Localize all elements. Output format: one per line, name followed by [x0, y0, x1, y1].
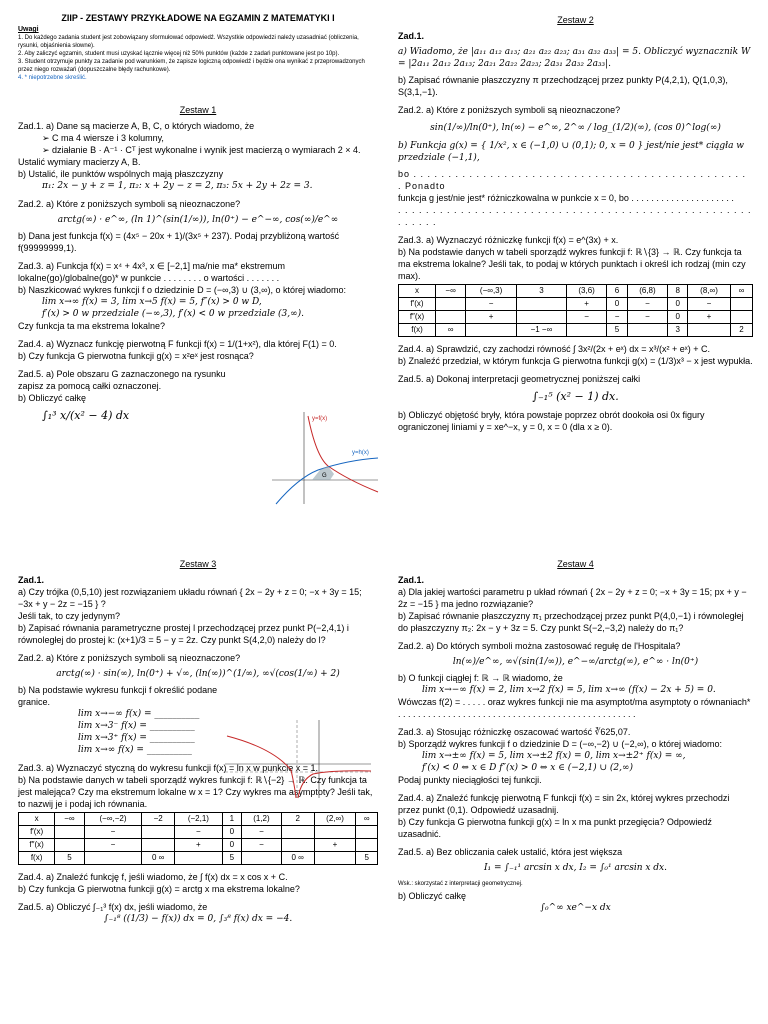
z3-zad5-b: ∫₋₁⁸ ((1/3) − f(x)) dx = 0, ∫₃⁸ f(x) dx = −4. [103, 914, 293, 924]
table-cell [175, 852, 223, 865]
table-cell: x [399, 285, 436, 298]
table-cell [436, 311, 466, 324]
table-cell: f″(x) [399, 311, 436, 324]
table-cell [517, 311, 567, 324]
z4-zad1 [398, 574, 753, 634]
z1-zad3-a [18, 260, 378, 284]
z4-zad5-integral: ∫₀^∞ xe^−x dx [540, 903, 611, 913]
table-cell: − [175, 826, 223, 839]
table-cell [281, 839, 314, 852]
table-cell: 1 [222, 813, 241, 826]
z3-graph [223, 718, 373, 800]
z1-zad1-planes: π₁: 2x − y + z = 1, π₂: x + 2y − z = 2, π₃: 5x + 2y + 2z = 3. [42, 181, 313, 191]
table-cell: 0 [607, 298, 627, 311]
table-cell [242, 852, 282, 865]
z2-zad5-a: Zad.5. a) Dokonaj interpretacji geometrycznej poniższej całki [398, 374, 641, 384]
table-row [19, 852, 378, 865]
z1-zad1-bullet1: ➢ C ma 4 wiersze i 3 kolumny, [42, 133, 164, 143]
z4-zad5-hint: Wsk.: skorzystać z interpretacji geometrycznej. [398, 881, 523, 887]
z4-zad3-b: b) Sporządź wykres funkcji f o dziedzinie D = (−∞,−2) ∪ (−2,∞), o której wiadomo: [398, 739, 723, 749]
z1-graph-label-f: y=f(x) [312, 416, 328, 422]
z4-zad3-limits: lim x→±∞ f(x) = 5, lim x→±2 f(x) = 0, lim x→±2⁺ f(x) = ∞, [422, 751, 686, 761]
z3-zad1-heading: Zad.1. [18, 575, 45, 585]
table-cell: 3 [668, 324, 688, 337]
zestaw-3-title: Zestaw 3 [179, 559, 217, 569]
table-cell [314, 826, 356, 839]
table-cell: (2,∞) [314, 813, 356, 826]
table-cell [55, 826, 84, 839]
table-cell [84, 852, 142, 865]
table-cell: 0 [668, 298, 688, 311]
z1-zad3-e: Czy funkcja ta ma ekstrema lokalne? [18, 321, 166, 331]
table-cell [436, 298, 466, 311]
z1-zad5-b: b) Obliczyć całkę [18, 393, 87, 403]
table-cell: − [627, 311, 668, 324]
table-cell: (−2,1) [175, 813, 223, 826]
z2-zad2-c: b) Funkcja g(x) = { 1/x², x ∈ (−1,0) ∪ (0,1); 0, x = 0 } jest/nie jest* ciągła w przedziale (−1,1), [398, 141, 744, 163]
table-cell: −1 −∞ [517, 324, 567, 337]
z3-graph-right-branch [298, 771, 371, 798]
table-cell [566, 324, 607, 337]
z4-zad3 [398, 726, 753, 786]
z1-graph-label-h: y=h(x) [352, 450, 369, 456]
z1-zad1-a: Zad.1. a) Dane są macierze A, B, C, o których wiadomo, że [18, 121, 255, 131]
z3-zad5-a: Zad.5. a) Obliczyć ∫₋₁³ f(x) dx, jeśli wiadomo, że [18, 902, 208, 912]
table-cell: f(x) [399, 324, 436, 337]
table-cell [356, 826, 378, 839]
z2-zad4-b: b) Znaleźć przedział, w którym funkcja G pierwotna funkcji g(x) = (1/3)x³ − x jest wypukła. [398, 356, 753, 366]
table-row [399, 311, 753, 324]
table-cell: 0 [222, 839, 241, 852]
z2-zad2-symbols: sin(1/∞)/ln(0⁺), ln(∞) − e^∞, 2^∞ / log_(1/2)(∞), (cos 0)^log(∞) [430, 123, 721, 133]
z1-zad1-bullet2: ➢ działanie B · A⁻¹ · Cᵀ jest wykonalne i wynik jest macierzą o wymiarach 2 × 4. [42, 145, 361, 155]
z3-table-header [19, 813, 378, 826]
z3-lim-2: lim x→3⁻ f(x) = __________ [78, 721, 195, 731]
z3-lim-4: lim x→∞ f(x) = __________ [78, 745, 192, 755]
note-3: 3. Student otrzymuje punkty za zadanie pod warunkiem, że zapisze logiczną odpowiedź i będzie ona wynikać z przeprowadzonych przez niego rozważań (dopuszczalne błędy rachunkowe). [18, 59, 365, 73]
table-cell: f′(x) [19, 826, 55, 839]
z1-zad4 [18, 338, 378, 362]
z3-zad2-c: b) Na podstawie wykresu funkcji f określić podane granice. [18, 685, 218, 707]
table-cell: −∞ [55, 813, 84, 826]
z4-zad3-derivs: f′(x) < 0 ⇔ x ∈ D f″(x) > 0 ⇔ x ∈ (−2,1) ∪ (2,∞) [422, 763, 634, 773]
table-cell: (6,8) [627, 285, 668, 298]
zestaw-1 [18, 98, 378, 428]
right-column [398, 0, 753, 1024]
table-row [19, 839, 378, 852]
z2-zad4-a: Zad.4. a) Sprawdzić, czy zachodzi równość ∫ 3x²/(2x + eˣ) dx = x³/(x² + eˣ) + C. [398, 344, 710, 354]
table-cell: f(x) [19, 852, 55, 865]
z3-zad2-symbols: arctg(∞) · sin(∞), ln(0⁺) + √∞, (ln(∞))^(1/∞), ∞√(cos(1/∞) + 2) [56, 669, 340, 679]
table-cell [356, 839, 378, 852]
table-row [19, 826, 378, 839]
z2-zad3-a: Zad.3. a) Wyznaczyć różniczkę funkcji f(x) = e^(3x) + x. [398, 235, 619, 245]
z2-zad2-a: Zad.2. a) Które z poniższych symboli są nieoznaczone? [398, 105, 621, 115]
z1-zad1-d: b) Ustalić, ile punktów wspólnych mają płaszczyzny [18, 169, 224, 179]
zestaw-4-title: Zestaw 4 [557, 559, 594, 569]
zestaw-2-title: Zestaw 2 [557, 15, 594, 25]
table-cell: + [466, 311, 517, 324]
table-cell: − [84, 826, 142, 839]
table-cell [466, 324, 517, 337]
z3-sign-table [18, 812, 378, 865]
z3-zad4-a: Zad.4. a) Znaleźć funkcję f, jeśli wiadomo, że ∫ f(x) dx = x cos x + C. [18, 872, 288, 882]
note-1: 1. Do każdego zadania student jest zobowiązany sformułować odpowiedź. Wszystkie odpowiedzi należy uzasadniać (obliczenia, rysunki, objaśnienia słowne). [18, 35, 359, 49]
table-cell: 5 [607, 324, 627, 337]
z3-zad5 [18, 901, 378, 925]
table-cell: − [466, 298, 517, 311]
table-cell: 0 ∞ [281, 852, 314, 865]
z4-zad2 [398, 640, 753, 720]
table-cell: 5 [222, 852, 241, 865]
z3-zad1-b: a) Czy trójka (0,5,10) jest rozwiązaniem układu równań { 2x − 2y + z = 0; −x + 3y = 15; −3x + y − 2z = −15 } ? [18, 587, 362, 609]
table-cell: (1,2) [242, 813, 282, 826]
table-cell: 0 ∞ [142, 852, 175, 865]
table-row [399, 298, 753, 311]
z1-zad3-b: b) Naszkicować wykres funkcji f o dziedzinie D = (−∞,3) ∪ (3,∞), o której wiadomo: [18, 285, 347, 295]
z1-zad4-b: b) Czy funkcja G pierwotna funkcji g(x) = x²eˣ jest rosnąca? [18, 351, 254, 361]
table-cell [627, 324, 668, 337]
z2-zad3-b: b) Na podstawie danych w tabeli sporządź wykres funkcji f: ℝ∖{3} → ℝ. Czy funkcja ta ma ekstrema lokalne? Jeśli tak, to podaj w których punktach i określ ich rodzaj (min czy max). [398, 247, 746, 281]
table-cell: 2 [730, 324, 752, 337]
table-cell: ∞ [356, 813, 378, 826]
zestaw-2 [398, 8, 753, 439]
z1-zad3-a-text: Zad.3. a) Funkcja f(x) = x⁴ + 4x³, x ∈ [−2,1] ma/nie ma* ekstremum lokalne(go)/globalne(go)* w punkcie . . . . . . . . o wartości . . . . . . . [18, 261, 286, 283]
table-cell [730, 311, 752, 324]
z4-zad1-c: b) Zapisać równanie płaszczyzny π₁ przechodzącej przez punkt P(4,0,−1) i równoległej do płaszczyzny π₂: 2x − y + 3z = 5. Czy punkt S(−2,−3,2) należy do π₁? [398, 611, 744, 633]
z3-zad3-b: b) Na podstawie danych w tabeli sporządź wykres funkcji f: ℝ∖{−2} → ℝ. Czy funkcja ta jest malejąca? Czy ma ekstremum lokalne w x = 1? Czy wykres ma asymptoty? Jeśli tak, to nazwij je i podaj ich równania. [18, 775, 373, 809]
table-cell: + [314, 839, 356, 852]
table-cell: 2 [281, 813, 314, 826]
z1-zad1-c: Ustalić wymiary macierzy A, B. [18, 157, 141, 167]
z2-table-header [399, 285, 753, 298]
z1-zad5 [18, 368, 243, 422]
table-cell: − [607, 311, 627, 324]
table-cell: ∞ [436, 324, 466, 337]
table-cell: − [242, 839, 282, 852]
z1-zad2 [18, 198, 378, 254]
table-cell: (3,6) [566, 285, 607, 298]
z4-zad4-a: Zad.4. a) Znaleźć funkcję pierwotną F funkcji f(x) = sin 2x, której wykres przechodzi przez punkt (0,1). Odpowiedź uzasadnij. [398, 793, 730, 815]
table-cell: −2 [142, 813, 175, 826]
z2-zad4 [398, 343, 753, 367]
notes-heading: Uwagi [18, 26, 39, 33]
z4-zad4-b: b) Czy funkcja G pierwotna funkcji g(x) = ln x ma punkt przegięcia? Odpowiedź uzasadnić. [398, 817, 712, 839]
z3-zad4 [18, 871, 378, 895]
table-cell [688, 324, 731, 337]
z2-zad5 [398, 373, 753, 433]
z2-zad1 [398, 30, 753, 98]
z1-zad2-b: b) Dana jest funkcja f(x) = (4x⁵ − 20x + 1)/(3x⁵ + 237). Podaj przybliżoną wartość f(99999999,1). [18, 231, 340, 253]
table-cell: − [84, 839, 142, 852]
z4-zad3-e: Podaj punkty nieciągłości tej funkcji. [398, 775, 542, 785]
table-cell: −∞ [436, 285, 466, 298]
z3-zad4-b: b) Czy funkcja G pierwotna funkcji g(x) = arctg x ma ekstrema lokalne? [18, 884, 300, 894]
z3-zad1-d: b) Zapisać równania parametryczne prostej l przechodzącej przez punkt P(−2,4,1) i równoległej do prostej k: (x+1)/3 = 5 − y = 2z. Czy punkt S(4,2,0) należy do l? [18, 623, 349, 645]
z2-zad1-b: a) Wiadomo, że |a₁₁ a₁₂ a₁₃; a₂₁ a₂₂ a₂₃; a₃₁ a₃₂ a₃₃| = 5. Obliczyć wyznacznik W = |2a₁₁ 2a₁₂ 2a₁₃; 2a₂₁ 2a₂₂ 2a₂₃; 2a₃₁ 2a₃₂ 2a₃₃|. [398, 47, 751, 69]
table-cell: (−∞,3) [466, 285, 517, 298]
table-cell: + [566, 298, 607, 311]
table-cell: (8,∞) [688, 285, 731, 298]
table-cell: 6 [607, 285, 627, 298]
z4-zad5 [398, 846, 753, 914]
z1-zad1 [18, 120, 378, 192]
table-cell [142, 839, 175, 852]
table-cell: f″(x) [19, 839, 55, 852]
z3-zad3-a: Zad.3. a) Wyznaczyć styczną do wykresu funkcji f(x) = ln x w punkcie x = 1. [18, 763, 319, 773]
z4-zad5-a: Zad.5. a) Bez obliczania całek ustalić, która jest większa [398, 847, 623, 857]
z2-sign-table [398, 284, 753, 337]
z4-zad1-b: a) Dla jakiej wartości parametru p układ równań { 2x − 2y + z = 0; −x + 3y = 15; px + y − 2z = −15 } ma jedno rozwiązanie? [398, 587, 747, 609]
note-4: 4. * niepotrzebne skreślić. [18, 75, 87, 81]
z4-zad2-e: Wówczas f(2) = . . . . . oraz wykres funkcji nie ma asymptot/ma asymptoty o równaniach* . . . . . . . . . . . . . . . . . . . . . . . . . . . . . . . . . . . . . . . . . . . . . . . . [398, 697, 751, 719]
zestaw-1-title: Zestaw 1 [179, 105, 217, 115]
z4-zad4 [398, 792, 753, 840]
z4-zad1-heading: Zad.1. [398, 575, 425, 585]
z1-zad2-symbols: arctg(∞) · e^∞, (ln 1)^(sin(1/∞)), ln(0⁺) − e^−∞, cos(∞)/e^∞ [57, 215, 339, 225]
z2-zad3 [398, 234, 753, 337]
table-cell: f′(x) [399, 298, 436, 311]
z2-zad5-integral: ∫₋₁⁵ (x² − 1) dx. [532, 390, 619, 403]
table-row [399, 324, 753, 337]
z1-zad5-a: Zad.5. a) Pole obszaru G zaznaczonego na rysunku zapisz za pomocą całki oznaczonej. [18, 369, 226, 391]
zestaw-4 [398, 552, 753, 920]
table-cell: 3 [517, 285, 567, 298]
table-cell: 8 [668, 285, 688, 298]
z4-zad2-c: b) O funkcji ciągłej f: ℝ → ℝ wiadomo, że [398, 673, 563, 683]
z3-zad2-a: Zad.2. a) Które z poniższych symboli są nieoznaczone? [18, 653, 241, 663]
table-cell: (−∞,−2) [84, 813, 142, 826]
z1-zad4-a: Zad.4. a) Wyznacz funkcję pierwotną F funkcji f(x) = 1/(1+x²), dla której F(1) = 0. [18, 339, 337, 349]
page-title: ZIIP - ZESTAWY PRZYKŁADOWE NA EGZAMIN Z MATEMATYKI I [61, 13, 335, 23]
z4-zad5-b: I₁ = ∫₋₁¹ arcsin x dx, I₂ = ∫₀¹ arcsin x dx. [484, 863, 667, 873]
z2-zad1-c: b) Zapisać równanie płaszczyzny π przechodzącej przez punkty P(4,2,1), Q(1,0,3), S(3,1,−1). [398, 75, 728, 97]
left-column [18, 0, 378, 1024]
z2-zad2-d: bo . . . . . . . . . . . . . . . . . . . . . . . . . . . . . . . . . . . . . . . . . . . . . . . . . Ponadto [398, 169, 747, 191]
table-cell: ∞ [730, 285, 752, 298]
table-cell [142, 826, 175, 839]
z1-zad5-integral: ∫₁³ x/(x² − 4) dx [42, 409, 130, 422]
z3-lim-1: lim x→−∞ f(x) = __________ [78, 709, 200, 719]
z1-zad2-a: Zad.2. a) Które z poniższych symboli są nieoznaczone? [18, 199, 241, 209]
table-cell: 5 [55, 852, 84, 865]
z2-zad2-e: funkcja g jest/nie jest* różniczkowalna w punkcie x = 0, bo . . . . . . . . . . . . . . . . . . . . . [398, 193, 734, 203]
z1-zad3-derivs: f′(x) > 0 w przedziale (−∞,3), f′(x) < 0 w przedziale (3,∞). [42, 309, 304, 319]
note-2: 2. Aby zaliczyć egzamin, student musi uzyskać łącznie więcej niż 50% punktów (każde z zadań punktowane jest po 10p). [18, 51, 340, 57]
z2-zad2-f: . . . . . . . . . . . . . . . . . . . . . . . . . . . . . . . . . . . . . . . . . . . . . . . . . . . . . . . . . [398, 205, 752, 227]
table-cell: + [688, 311, 731, 324]
table-cell: − [242, 826, 282, 839]
z4-zad5-c: b) Obliczyć całkę [398, 891, 467, 901]
z3-lim-3: lim x→3⁺ f(x) = __________ [78, 733, 195, 743]
table-cell: x [19, 813, 55, 826]
table-cell: 0 [668, 311, 688, 324]
table-cell: 5 [356, 852, 378, 865]
table-cell: − [566, 311, 607, 324]
z4-zad2-symbols: ln(∞)/e^∞, ∞√(sin(1/∞)), e^−∞/arctg(∞), e^∞ · ln(0⁺) [452, 657, 699, 667]
table-cell: − [627, 298, 668, 311]
z4-zad2-limits: lim x→−∞ f(x) = 2, lim x→2 f(x) = 5, lim x→∞ (f(x) − 2x + 5) = 0. [422, 685, 716, 695]
table-cell [730, 298, 752, 311]
table-cell [55, 839, 84, 852]
z3-graph-left-branch [227, 736, 296, 798]
z3-zad1 [18, 574, 378, 646]
z2-zad5-b: b) Obliczyć objętość bryły, która powstaje poprzez obrót dookoła osi 0x figury ograniczonej liniami y = xe^−x, y = 0, x = 0 (dla x ≥ 0). [398, 410, 705, 432]
table-cell [517, 298, 567, 311]
table-cell: + [175, 839, 223, 852]
z2-zad2 [398, 104, 753, 228]
table-cell [281, 826, 314, 839]
z1-zad3-limits: lim x→∞ f(x) = 3, lim x→5 f(x) = 5, f″(x) > 0 w D, [42, 297, 262, 307]
z1-graph [268, 408, 380, 508]
z1-graph-label-G: G [322, 473, 327, 479]
z4-zad2-a: Zad.2. a) Do których symboli można zastosować regułę de l'Hospitala? [398, 641, 681, 651]
z4-zad3-a: Zad.3. a) Stosując różniczkę oszacować wartość ∛625,07. [398, 727, 631, 737]
z2-zad1-heading: Zad.1. [398, 31, 425, 41]
z3-zad1-c: Jeśli tak, to czy jedynym? [18, 611, 121, 621]
notes-block [18, 26, 378, 82]
table-cell: 0 [222, 826, 241, 839]
z1-zad3 [18, 260, 378, 332]
table-cell [314, 852, 356, 865]
table-cell: − [688, 298, 731, 311]
